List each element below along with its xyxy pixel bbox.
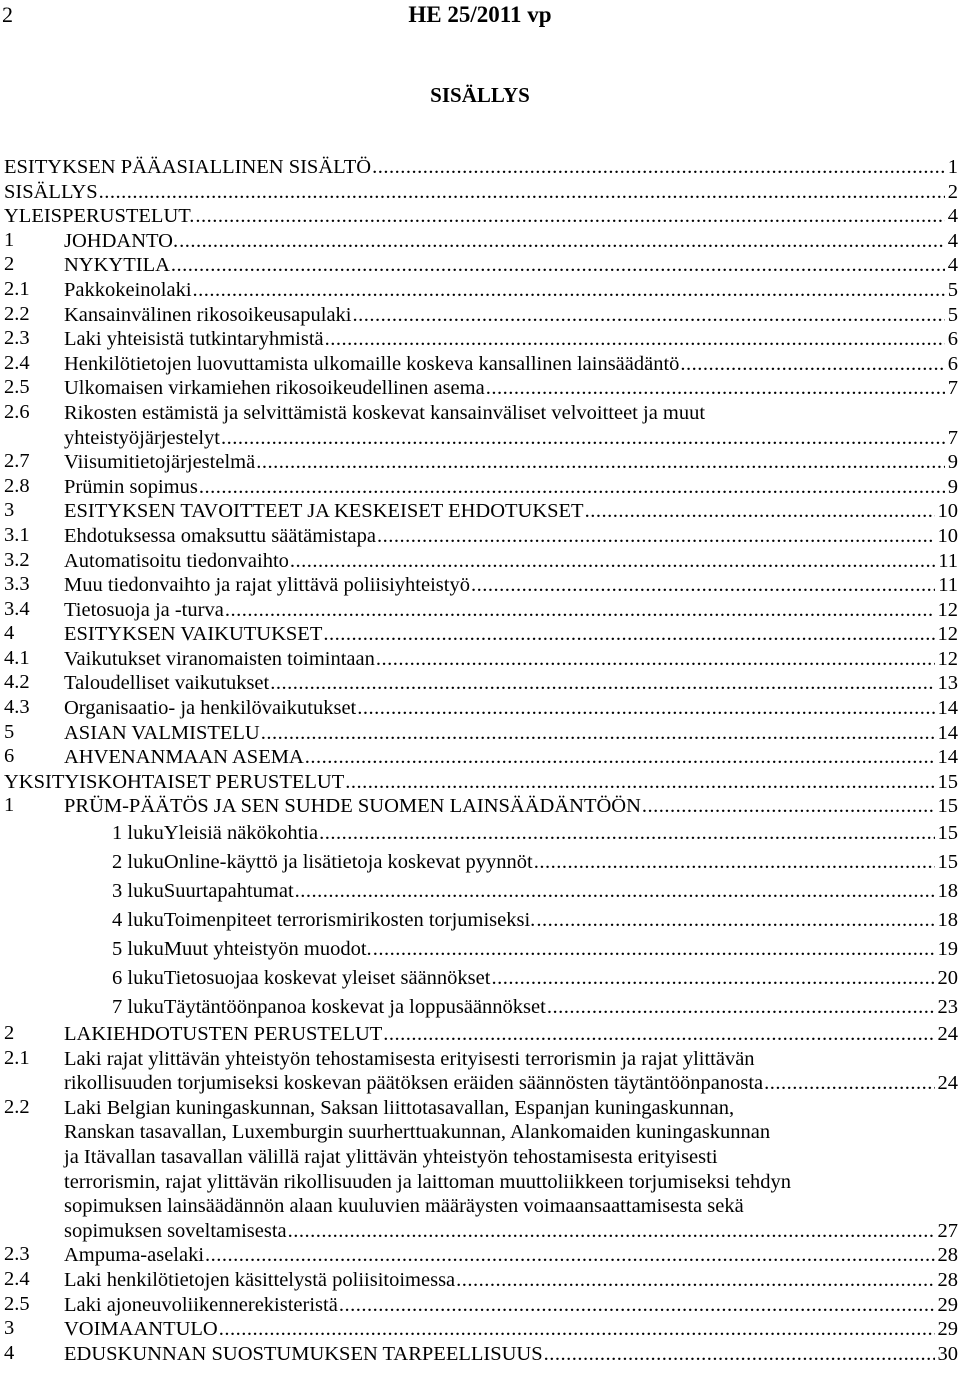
toc-entry[interactable] bbox=[4, 696, 958, 721]
toc-entry-title: Täytäntöönpanoa koskevat ja loppusäännökset bbox=[163, 996, 546, 1019]
toc-page-number: 2 bbox=[947, 180, 958, 203]
toc-chapter-label: 4 luku bbox=[112, 909, 164, 932]
toc-entry-title: YLEISPERUSTELUT. bbox=[4, 205, 195, 228]
toc-entry[interactable] bbox=[4, 1022, 958, 1047]
toc-page-number: 11 bbox=[938, 574, 958, 597]
toc-entry[interactable] bbox=[4, 573, 958, 598]
toc-entry[interactable] bbox=[4, 647, 958, 672]
toc-dot-leader bbox=[382, 1022, 934, 1047]
toc-entry-title: NYKYTILA bbox=[64, 254, 170, 277]
toc-dot-leader bbox=[198, 475, 945, 500]
toc-dot-leader bbox=[470, 573, 935, 598]
toc-entry[interactable] bbox=[4, 450, 958, 475]
toc-chapter-label: 6 luku bbox=[112, 967, 164, 990]
toc-dot-leader bbox=[584, 499, 935, 524]
toc-entry-title: Toimenpiteet terrorismirikosten torjumiseksi. bbox=[163, 909, 536, 932]
toc-entry[interactable] bbox=[4, 993, 958, 1022]
toc-dot-leader bbox=[375, 647, 935, 672]
toc-entry-title: Muut yhteistyön muodot. bbox=[163, 938, 372, 961]
toc-dot-leader bbox=[485, 376, 945, 401]
toc-entry-number: 2.2 bbox=[4, 1095, 30, 1118]
toc-entry-title: Prümin sopimus bbox=[64, 475, 198, 498]
toc-entry-title: Suurtapahtumat bbox=[163, 880, 294, 903]
toc-dot-leader bbox=[260, 721, 935, 746]
toc-entry-number: 4 bbox=[4, 622, 15, 645]
toc-dot-leader bbox=[763, 1071, 934, 1096]
toc-entry-number: 4 bbox=[4, 1341, 15, 1364]
toc-entry-number: 2.4 bbox=[4, 351, 30, 374]
toc-entry-title: rikollisuuden torjumiseksi koskevan päätöksen eräiden säännösten täytäntöönpanosta bbox=[64, 1072, 764, 1095]
toc-entry[interactable] bbox=[4, 401, 958, 450]
toc-entry-number: 2.1 bbox=[4, 277, 30, 300]
toc-dot-leader bbox=[170, 253, 945, 278]
toc-entry-number: 2.4 bbox=[4, 1267, 30, 1290]
toc-entry-number: 2.1 bbox=[4, 1046, 30, 1069]
toc-page-number: 15 bbox=[937, 822, 958, 845]
toc-dot-leader bbox=[535, 906, 934, 935]
toc-chapter-label: 2 luku bbox=[112, 851, 164, 874]
toc-entry-title: Ampuma-aselaki bbox=[64, 1244, 205, 1267]
toc-entry[interactable] bbox=[4, 794, 958, 819]
toc-entry-number: 2.5 bbox=[4, 376, 30, 399]
toc-dot-leader bbox=[294, 877, 935, 906]
toc-entry[interactable] bbox=[4, 180, 958, 205]
toc-entry-title: Tietosuojaa koskevat yleiset säännökset bbox=[163, 967, 491, 990]
toc-entry[interactable] bbox=[4, 524, 958, 549]
toc-dot-leader bbox=[372, 935, 935, 964]
toc-entry[interactable] bbox=[4, 819, 958, 848]
toc-page-number: 15 bbox=[937, 770, 958, 793]
toc-page-number: 30 bbox=[937, 1342, 958, 1365]
toc-entry-number: 2.8 bbox=[4, 474, 30, 497]
toc-entry-title: ESITYKSEN VAIKUTUKSET bbox=[64, 623, 323, 646]
toc-entry[interactable] bbox=[4, 352, 958, 377]
toc-page-number: 18 bbox=[937, 909, 958, 932]
toc-page-number: 9 bbox=[947, 475, 958, 498]
toc-entry-title: Yleisiä näkökohtia bbox=[163, 822, 319, 845]
toc-entry-title: Vaikutukset viranomaisten toimintaan bbox=[64, 647, 375, 670]
toc-page-number: 4 bbox=[947, 229, 958, 252]
toc-page-number: 5 bbox=[947, 278, 958, 301]
toc-entry[interactable] bbox=[4, 964, 958, 993]
toc-entry-number: 2.7 bbox=[4, 450, 30, 473]
toc-entry-number: 3.1 bbox=[4, 523, 30, 546]
toc-dot-leader bbox=[533, 848, 935, 877]
toc-dot-leader bbox=[269, 671, 934, 696]
toc-dot-leader bbox=[192, 278, 945, 303]
toc-page-number: 10 bbox=[937, 500, 958, 523]
toc-entry-title: Ehdotuksessa omaksuttu säätämistapa bbox=[64, 524, 376, 547]
toc-entry-title: Taloudelliset vaikutukset bbox=[64, 672, 270, 695]
toc-page-number: 18 bbox=[937, 880, 958, 903]
toc-entry-number: 2.3 bbox=[4, 1243, 30, 1266]
toc-page-number: 12 bbox=[937, 623, 958, 646]
toc-dot-leader bbox=[287, 1219, 935, 1244]
toc-entry-title: yhteistyöjärjestelyt bbox=[64, 426, 220, 449]
toc-entry[interactable] bbox=[4, 1317, 958, 1342]
toc-entry[interactable] bbox=[4, 935, 958, 964]
toc-dot-leader bbox=[338, 1293, 935, 1318]
toc-entry[interactable] bbox=[4, 745, 958, 770]
toc-entry-title: Tietosuoja ja -turva bbox=[64, 598, 224, 621]
toc-entry-title: YKSITYISKOHTAISET PERUSTELUT bbox=[4, 770, 345, 793]
toc-dot-leader bbox=[322, 622, 934, 647]
toc-entry-title: ja Itävallan tasavallan välillä rajat ylittävän yhteistyön tehostamisesta erityisesti bbox=[64, 1146, 718, 1168]
toc-dot-leader bbox=[255, 450, 945, 475]
toc-entry-number: 3.3 bbox=[4, 573, 30, 596]
toc-page-number: 14 bbox=[937, 721, 958, 744]
toc-entry[interactable] bbox=[4, 877, 958, 906]
toc-entry[interactable] bbox=[4, 278, 958, 303]
toc-entry[interactable] bbox=[4, 622, 958, 647]
toc-page-number: 13 bbox=[937, 672, 958, 695]
toc-entry-number: 1 bbox=[4, 228, 15, 251]
toc-entry-title: ESITYKSEN TAVOITTEET JA KESKEISET EHDOTUKSET bbox=[64, 500, 584, 523]
toc-entry-title: Laki ajoneuvoliikennerekisteristä bbox=[64, 1293, 338, 1316]
toc-dot-leader bbox=[490, 964, 934, 993]
toc-entry[interactable] bbox=[4, 770, 958, 795]
toc-dot-leader bbox=[546, 993, 935, 1022]
toc-entry[interactable] bbox=[4, 671, 958, 696]
toc-dot-leader bbox=[289, 549, 935, 574]
toc-entry-title: AHVENANMAAN ASEMA bbox=[64, 746, 304, 769]
toc-page-number: 19 bbox=[937, 938, 958, 961]
toc-title: SISÄLLYS bbox=[430, 83, 530, 107]
toc-page-number: 29 bbox=[937, 1293, 958, 1316]
toc-dot-leader bbox=[356, 696, 934, 721]
toc-entry-title: Henkilötietojen luovuttamista ulkomaille koskeva kansallinen lainsäädäntö bbox=[64, 352, 680, 375]
toc-entry-number: 4.3 bbox=[4, 696, 30, 719]
toc-page-number: 24 bbox=[937, 1023, 958, 1046]
toc-entry-number: 3.2 bbox=[4, 548, 30, 571]
toc-entry-title: Viisumitietojärjestelmä bbox=[64, 451, 256, 474]
toc-entry-title: VOIMAANTULO bbox=[64, 1318, 218, 1341]
toc-page-number: 6 bbox=[947, 328, 958, 351]
toc-entry[interactable] bbox=[4, 1243, 958, 1268]
toc-page-number: 14 bbox=[937, 697, 958, 720]
toc-dot-leader bbox=[344, 770, 934, 795]
toc-entry-title: Online-käyttö ja lisätietoja koskevat pyynnöt bbox=[163, 851, 533, 874]
toc-dot-leader bbox=[204, 1243, 934, 1268]
toc-dot-leader bbox=[455, 1268, 934, 1293]
toc-entry-number: 5 bbox=[4, 720, 15, 743]
toc-entry-number: 4.2 bbox=[4, 671, 30, 694]
toc-entry-title: SISÄLLYS bbox=[4, 180, 98, 203]
toc-entry-title: PRÜM-PÄÄTÖS JA SEN SUHDE SUOMEN LAINSÄÄDÄNTÖÖN bbox=[64, 795, 641, 818]
toc-entry-number: 6 bbox=[4, 745, 15, 768]
toc-page-number: 14 bbox=[937, 746, 958, 769]
toc-entry-title: LAKIEHDOTUSTEN PERUSTELUT bbox=[64, 1023, 383, 1046]
toc-page-number: 24 bbox=[937, 1072, 958, 1095]
toc-entry[interactable] bbox=[4, 499, 958, 524]
toc-entry[interactable] bbox=[4, 253, 958, 278]
toc-dot-leader bbox=[304, 745, 935, 770]
toc-entry[interactable] bbox=[4, 598, 958, 623]
toc-entry-title: Ranskan tasavallan, Luxemburgin suurherttuakunnan, Alankomaiden kuningaskunnan bbox=[64, 1121, 771, 1144]
toc-entry-title: Ulkomaisen virkamiehen rikosoikeudellinen asema bbox=[64, 377, 485, 400]
toc-page-number: 12 bbox=[937, 647, 958, 670]
toc-entry[interactable] bbox=[4, 1096, 958, 1244]
toc-entry-title: Automatisoitu tiedonvaihto bbox=[64, 549, 289, 572]
document-id-header: HE 25/2011 vp bbox=[408, 2, 552, 27]
toc-entry[interactable] bbox=[4, 721, 958, 746]
toc-page-number: 29 bbox=[937, 1318, 958, 1341]
toc-dot-leader bbox=[224, 598, 935, 623]
toc-entry-title: Organisaatio- ja henkilövaikutukset bbox=[64, 697, 357, 720]
toc-page-number: 11 bbox=[938, 549, 958, 572]
toc-entry-title: terrorismin, rajat ylittävän rikollisuuden ja laittoman muuttoliikkeen torjumiseksi tehdyn bbox=[64, 1170, 792, 1193]
toc-entry-number: 2.3 bbox=[4, 327, 30, 350]
toc-entry-number: 1 bbox=[4, 794, 15, 817]
toc-page-number: 28 bbox=[937, 1268, 958, 1291]
toc-entry[interactable] bbox=[4, 1293, 958, 1318]
toc-dot-leader bbox=[371, 155, 945, 180]
toc-dot-leader bbox=[178, 229, 945, 254]
toc-entry-title: sopimuksen soveltamisesta bbox=[64, 1219, 287, 1242]
toc-dot-leader bbox=[194, 204, 944, 229]
toc-dot-leader bbox=[220, 426, 945, 451]
toc-page-number: 27 bbox=[937, 1219, 958, 1242]
toc-entry-number: 4.1 bbox=[4, 646, 30, 669]
toc-entry[interactable] bbox=[4, 204, 958, 229]
toc-entry[interactable] bbox=[4, 1047, 958, 1096]
toc-entry-title: ESITYKSEN PÄÄASIALLINEN SISÄLTÖ bbox=[4, 156, 372, 178]
toc-chapter-label: 5 luku bbox=[112, 938, 164, 961]
toc-entry[interactable] bbox=[4, 327, 958, 352]
toc-entry[interactable] bbox=[4, 229, 958, 254]
toc-page-number: 6 bbox=[947, 352, 958, 375]
toc-entry-title: Laki rajat ylittävän yhteistyön tehostamisesta erityisesti terrorismin ja rajat ylittävän bbox=[64, 1047, 755, 1070]
toc-entry-title: ASIAN VALMISTELU bbox=[64, 721, 260, 744]
toc-dot-leader bbox=[324, 327, 945, 352]
toc-page-number: 10 bbox=[937, 524, 958, 547]
toc-chapter-label: 3 luku bbox=[112, 880, 164, 903]
toc-entry[interactable] bbox=[4, 549, 958, 574]
toc-entry-number: 2.5 bbox=[4, 1292, 30, 1315]
toc-entry-number: 2.2 bbox=[4, 302, 30, 325]
toc-entry[interactable] bbox=[4, 1268, 958, 1293]
table-of-contents bbox=[4, 155, 960, 1366]
toc-entry-number: 2 bbox=[4, 1022, 15, 1045]
toc-entry[interactable] bbox=[4, 303, 958, 328]
toc-page-number: 1 bbox=[947, 156, 958, 178]
toc-page-number: 4 bbox=[947, 254, 958, 277]
toc-entry-title: Rikosten estämistä ja selvittämistä koskevat kansainväliset velvoitteet ja muut bbox=[64, 401, 706, 424]
toc-dot-leader bbox=[641, 794, 935, 819]
toc-entry-title: Laki henkilötietojen käsittelystä poliisitoimessa bbox=[64, 1268, 456, 1291]
toc-entry[interactable] bbox=[4, 848, 958, 877]
toc-dot-leader bbox=[543, 1342, 935, 1367]
page-number: 2 bbox=[2, 2, 13, 27]
toc-page-number: 15 bbox=[937, 795, 958, 818]
toc-page-number: 9 bbox=[947, 451, 958, 474]
toc-entry[interactable] bbox=[4, 376, 958, 401]
toc-entry-number: 3.4 bbox=[4, 597, 30, 620]
toc-entry-number: 2.6 bbox=[4, 400, 30, 423]
toc-page-number: 20 bbox=[937, 967, 958, 990]
toc-dot-leader bbox=[376, 524, 935, 549]
toc-dot-leader bbox=[318, 819, 934, 848]
toc-chapter-label: 7 luku bbox=[112, 996, 164, 1019]
toc-entry-title: EDUSKUNNAN SUOSTUMUKSEN TARPEELLISUUS bbox=[64, 1342, 543, 1365]
toc-entry[interactable] bbox=[4, 475, 958, 500]
toc-entry-title: Muu tiedonvaihto ja rajat ylittävä poliisiyhteistyö bbox=[64, 574, 470, 597]
toc-entry[interactable] bbox=[4, 1342, 958, 1367]
toc-entry-title: Kansainvälinen rikosoikeusapulaki bbox=[64, 303, 352, 326]
toc-page-number: 7 bbox=[947, 426, 958, 449]
toc-dot-leader bbox=[679, 352, 944, 377]
toc-page-number: 4 bbox=[947, 205, 958, 228]
toc-page-number: 15 bbox=[937, 851, 958, 874]
toc-page-number: 28 bbox=[937, 1244, 958, 1267]
toc-entry-number: 3 bbox=[4, 1317, 15, 1340]
toc-dot-leader bbox=[352, 303, 945, 328]
toc-entry-number: 3 bbox=[4, 499, 15, 522]
toc-entry-title: JOHDANTO. bbox=[64, 229, 179, 252]
toc-entry-title: sopimuksen lainsäädännön alaan kuuluvien määräysten voimaansaattamisesta sekä bbox=[64, 1195, 744, 1218]
toc-entry[interactable] bbox=[4, 906, 958, 935]
toc-chapter-label: 1 luku bbox=[112, 822, 164, 845]
toc-entry-title: Laki yhteisistä tutkintaryhmistä bbox=[64, 328, 324, 351]
toc-page-number: 7 bbox=[947, 377, 958, 400]
toc-entry-title: Laki Belgian kuningaskunnan, Saksan liittotasavallan, Espanjan kuningaskunnan, bbox=[64, 1096, 735, 1119]
toc-dot-leader bbox=[98, 180, 945, 205]
toc-entry-number: 2 bbox=[4, 253, 15, 276]
toc-page-number: 12 bbox=[937, 598, 958, 621]
toc-page-number: 5 bbox=[947, 303, 958, 326]
toc-entry-title: Pakkokeinolaki bbox=[64, 278, 192, 301]
toc-entry[interactable] bbox=[4, 155, 958, 180]
toc-dot-leader bbox=[218, 1317, 935, 1342]
toc-page-number: 23 bbox=[937, 996, 958, 1019]
